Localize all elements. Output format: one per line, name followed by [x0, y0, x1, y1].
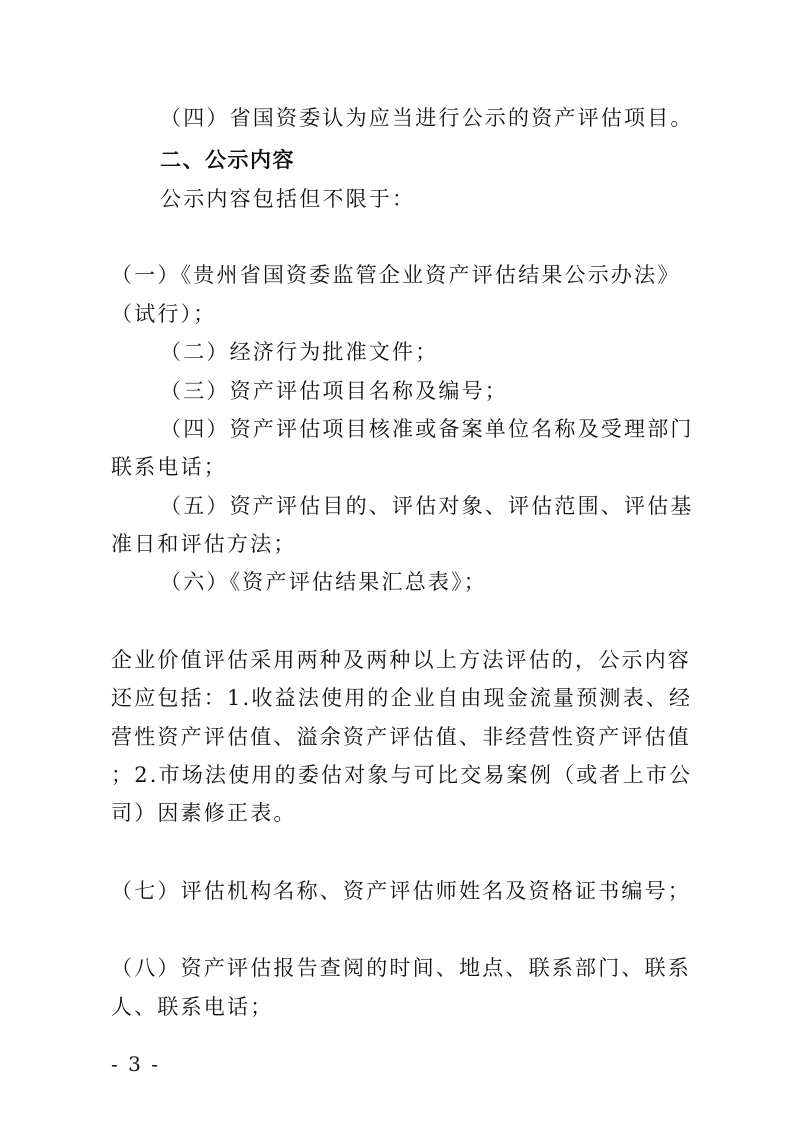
text-line-item-six: （六）《资产评估结果汇总表》； [160, 570, 487, 594]
text-line-item-two: （二）经济行为批准文件； [160, 340, 439, 364]
text-line-item-four-cont: 联系电话； [111, 455, 227, 479]
text-line-item-one-trial: （试行）； [111, 302, 217, 326]
text-line-item-three: （三）资产评估项目名称及编号； [160, 379, 508, 403]
page-number: - 3 - [111, 1052, 160, 1076]
text-line-item-seven: （七）评估机构名称、资产评估师姓名及资格证书编号； [111, 879, 691, 903]
text-line-enterprise-value-5: 司）因素修正表。 [111, 801, 297, 825]
text-line-item-eight: （八）资产评估报告查阅的时间、地点、联系部门、联系 [111, 956, 691, 980]
text-line-item-one-measures: （一）《贵州省国资委监管企业资产评估结果公示办法》 [111, 263, 681, 287]
text-line-item-five-cont: 准日和评估方法； [111, 532, 297, 556]
text-line-item-five: （五）资产评估目的、评估对象、评估范围、评估基 [160, 494, 694, 518]
text-line-enterprise-value-2: 还应包括：1.收益法使用的企业自由现金流量预测表、经 [111, 686, 693, 710]
text-line-item-eight-cont: 人、联系电话； [111, 995, 274, 1019]
text-line-enterprise-value-1: 企业价值评估采用两种及两种以上方法评估的，公示内容 [111, 648, 691, 672]
text-line-enterprise-value-4: ；2.市场法使用的委估对象与可比交易案例（或者上市公 [111, 763, 693, 787]
text-line-content-includes: 公示内容包括但不限于： [160, 187, 416, 211]
text-line-item-four-public-project: （四）省国资委认为应当进行公示的资产评估项目。 [160, 106, 694, 130]
text-line-item-four: （四）资产评估项目核准或备案单位名称及受理部门 [160, 417, 694, 441]
section-heading-public-content: 二、公示内容 [160, 148, 295, 172]
text-line-enterprise-value-3: 营性资产评估值、溢余资产评估值、非经营性资产评估值 [111, 725, 691, 749]
